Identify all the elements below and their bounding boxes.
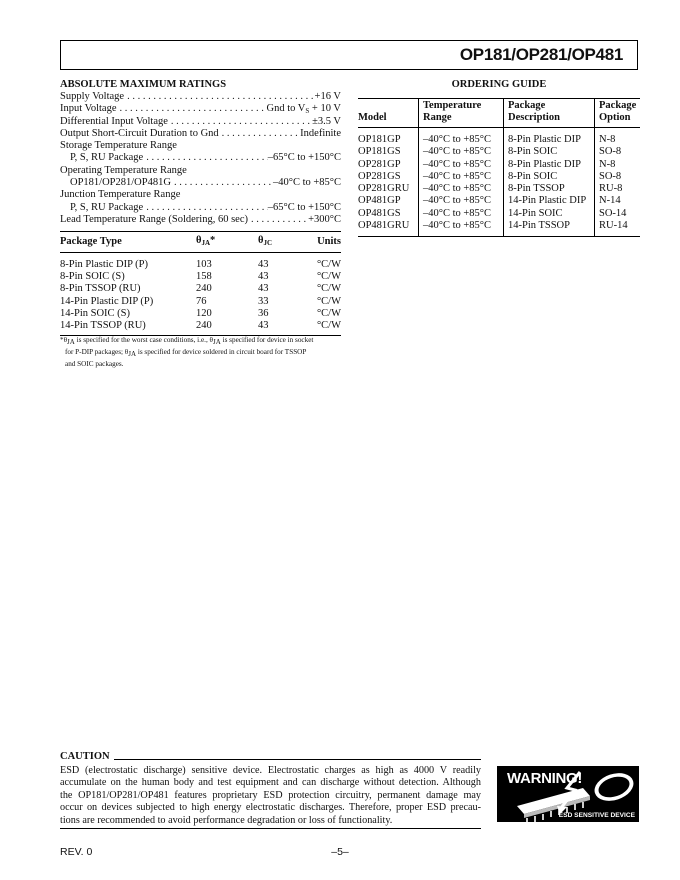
- package-type-cell: 8-Pin Plastic DIP (P): [60, 259, 148, 270]
- theta-ja-cell: 158: [196, 271, 212, 283]
- temperature-range-cell: –40°C to +85°C: [419, 220, 504, 237]
- package-description-cell: 8-Pin SOIC: [504, 146, 595, 158]
- theta-jc-cell: 36: [258, 307, 269, 319]
- package-type-cell: 14-Pin Plastic DIP (P): [60, 295, 154, 307]
- leader-dots: [248, 214, 308, 226]
- amr-value: Indefinite: [300, 127, 341, 139]
- amr-label: Operating Temperature Range: [60, 164, 187, 176]
- header-temperature-range: Temperature Range: [419, 99, 504, 128]
- ordering-row: [358, 220, 640, 237]
- caution-title: CAUTION: [60, 751, 114, 762]
- package-description-cell: 8-Pin Plastic DIP: [504, 128, 595, 147]
- amr-value: ±3.5 V: [312, 115, 341, 127]
- model-cell: OP281GS: [358, 170, 401, 182]
- leader-dots: [116, 103, 266, 115]
- temperature-range-cell: –40°C to +85°C: [419, 183, 504, 195]
- amr-row: [60, 189, 341, 201]
- theta-jc-cell: 43: [258, 283, 269, 295]
- ordering-guide-title: ORDERING GUIDE: [451, 79, 547, 90]
- amr-value: –65°C to +150°C: [267, 201, 341, 213]
- leader-dots: [124, 91, 314, 103]
- ordering-guide-table: [358, 98, 640, 237]
- amr-label: Junction Temperature Range: [60, 189, 181, 201]
- package-option-cell: RU-8: [595, 183, 641, 195]
- theta-jc-cell: 43: [258, 259, 269, 270]
- theta-ja-cell: 120: [196, 307, 212, 319]
- thermal-row: [60, 296, 341, 308]
- package-description-cell: 8-Pin TSSOP: [504, 183, 595, 195]
- model-cell: OP281GRU: [358, 183, 410, 195]
- amr-label: Supply Voltage: [60, 91, 125, 102]
- amr-row: [60, 91, 341, 103]
- leader-dots: [171, 177, 273, 189]
- header-theta-jc: $\theta_{JC}$: [258, 232, 308, 253]
- revision-label: REV. 0: [60, 846, 93, 858]
- amr-row: [60, 116, 341, 128]
- model-cell: OP481GP: [358, 195, 401, 207]
- amr-row: [60, 128, 341, 140]
- amr-value: +16 V: [314, 91, 341, 102]
- theta-ja-cell: 103: [196, 259, 212, 270]
- units-cell: °C/W: [316, 259, 341, 270]
- header-package-description: Package Description: [504, 99, 595, 128]
- header-theta-ja: $\theta_{JA}*$: [196, 232, 258, 253]
- temperature-range-cell: –40°C to +85°C: [419, 195, 504, 207]
- warning-word: WARNING!: [507, 770, 583, 787]
- amr-label: Input Voltage: [60, 103, 117, 115]
- thermal-footnote: $*\theta_{JA}$ is specified for the worst case conditions, i.e., $\theta_{JA}$ is specified for device in socket for P-DIP packages; $\theta_{JA}$ is specified for device soldered in circuit board for TSSOP and SOIC packages.: [60, 336, 314, 368]
- package-type-cell: 8-Pin TSSOP (RU): [60, 283, 141, 295]
- ordering-header-row: [358, 99, 640, 128]
- header-model: Model: [358, 99, 419, 128]
- caution-line: accumulate on the human body and test equipment and can discharge without detection. Although: [60, 777, 481, 789]
- package-option-cell: SO-14: [595, 208, 641, 220]
- amr-row: [60, 202, 341, 214]
- package-type-cell: 14-Pin SOIC (S): [60, 307, 131, 319]
- amr-row: [60, 140, 341, 152]
- temperature-range-cell: –40°C to +85°C: [419, 146, 504, 158]
- package-option-cell: SO-8: [595, 146, 641, 158]
- theta-jc-cell: 43: [258, 320, 308, 336]
- header-package-option: Package Option: [595, 99, 641, 128]
- theta-jc-cell: 33: [258, 295, 269, 307]
- model-cell: OP181GP: [358, 134, 401, 145]
- package-description-cell: 14-Pin SOIC: [504, 208, 595, 220]
- units-cell: °C/W: [316, 283, 341, 295]
- leader-dots: [219, 128, 301, 140]
- units-cell: °C/W: [316, 307, 341, 319]
- model-cell: OP481GRU: [358, 220, 419, 237]
- caution-text: [60, 765, 481, 827]
- amr-label: Differential Input Voltage: [60, 115, 168, 127]
- ordering-row: [358, 146, 640, 158]
- package-option-cell: N-8: [595, 159, 641, 171]
- model-cell: OP181GS: [358, 146, 401, 158]
- amr-row: [60, 177, 341, 189]
- esd-sensitive-label: ESD SENSITIVE DEVICE: [558, 812, 635, 819]
- package-description-cell: 8-Pin Plastic DIP: [504, 159, 595, 171]
- ordering-row: [358, 208, 640, 220]
- package-option-cell: RU-14: [595, 220, 641, 237]
- ordering-row: [358, 195, 640, 207]
- theta-ja-cell: 240: [196, 283, 212, 295]
- amr-label: P, S, RU Package: [70, 152, 144, 164]
- units-cell: °C/W: [316, 295, 341, 307]
- package-description-cell: 14-Pin TSSOP: [504, 220, 595, 237]
- temperature-range-cell: –40°C to +85°C: [419, 171, 504, 183]
- amr-row: [60, 165, 341, 177]
- amr-label: Lead Temperature Range (Soldering, 60 sec): [60, 213, 249, 225]
- ordering-row: [358, 159, 640, 171]
- header-package-type: Package Type: [60, 232, 196, 253]
- model-cell: OP281GP: [358, 158, 401, 170]
- thermal-resistance-table: [60, 231, 341, 336]
- caution-line: ESD (electrostatic discharge) sensitive device. Electrostatic charges as high as 4000 V readily: [60, 765, 481, 776]
- model-cell: OP481GS: [358, 207, 401, 219]
- ordering-row: [358, 171, 640, 183]
- ordering-row: [358, 183, 640, 195]
- amr-label: Output Short-Circuit Duration to Gnd: [60, 127, 219, 139]
- amr-row: [60, 152, 341, 164]
- caution-rule: [60, 759, 481, 760]
- amr-label: Storage Temperature Range: [60, 140, 177, 152]
- units-cell: °C/W: [308, 320, 341, 336]
- amr-row: [60, 103, 341, 115]
- amr-label: OP181/OP281/OP481G: [70, 177, 171, 189]
- package-option-cell: N-8: [595, 128, 641, 147]
- theta-ja-cell: 240: [196, 320, 258, 336]
- amr-label: P, S, RU Package: [70, 201, 144, 213]
- leader-dots: [143, 152, 268, 164]
- amr-row: [60, 214, 341, 226]
- thermal-row: [60, 253, 341, 272]
- thermal-row: [60, 283, 341, 295]
- caution-line: tions are recommended to avoid performance degradation or loss of functionality.: [60, 814, 393, 826]
- units-cell: °C/W: [316, 271, 341, 283]
- caution-bottom-rule: [60, 828, 481, 829]
- temperature-range-cell: –40°C to +85°C: [419, 208, 504, 220]
- thermal-header-row: [60, 232, 341, 253]
- package-type-cell: 8-Pin SOIC (S): [60, 271, 125, 283]
- package-type-cell: 14-Pin TSSOP (RU): [60, 320, 196, 336]
- package-description-cell: 8-Pin SOIC: [504, 171, 595, 183]
- thermal-row: [60, 308, 341, 320]
- temperature-range-cell: –40°C to +85°C: [419, 128, 504, 147]
- amr-value: +300°C: [308, 213, 341, 225]
- amr-value: –65°C to +150°C: [267, 152, 341, 164]
- ordering-row: [358, 128, 640, 147]
- thermal-row: [60, 320, 341, 336]
- package-description-cell: 14-Pin Plastic DIP: [504, 195, 595, 207]
- leader-dots: [168, 116, 312, 128]
- part-number-title: OP181/OP281/OP481: [459, 45, 623, 64]
- absolute-max-ratings-list: [60, 91, 341, 226]
- esd-warning-badge: [497, 766, 639, 822]
- caution-line: the OP181/OP281/OP481 features proprietary ESD protection circuitry, permanent damage may: [60, 789, 481, 801]
- caution-line: occur on devices subjected to high energy electrostatic discharges. Therefore, proper ESD precau-: [60, 802, 481, 814]
- header-units: Units: [308, 232, 341, 253]
- theta-jc-cell: 43: [258, 271, 269, 283]
- temperature-range-cell: –40°C to +85°C: [419, 159, 504, 171]
- amr-title: ABSOLUTE MAXIMUM RATINGS: [60, 79, 227, 90]
- page-header-box: [60, 40, 638, 70]
- thermal-row: [60, 271, 341, 283]
- package-option-cell: N-14: [595, 195, 641, 207]
- amr-value: Gnd to $V_S + 10$ V: [266, 103, 341, 116]
- leader-dots: [143, 202, 268, 214]
- page-number: –5–: [331, 846, 349, 858]
- theta-ja-cell: 76: [196, 295, 207, 307]
- package-option-cell: SO-8: [595, 171, 641, 183]
- amr-value: –40°C to +85°C: [273, 177, 341, 189]
